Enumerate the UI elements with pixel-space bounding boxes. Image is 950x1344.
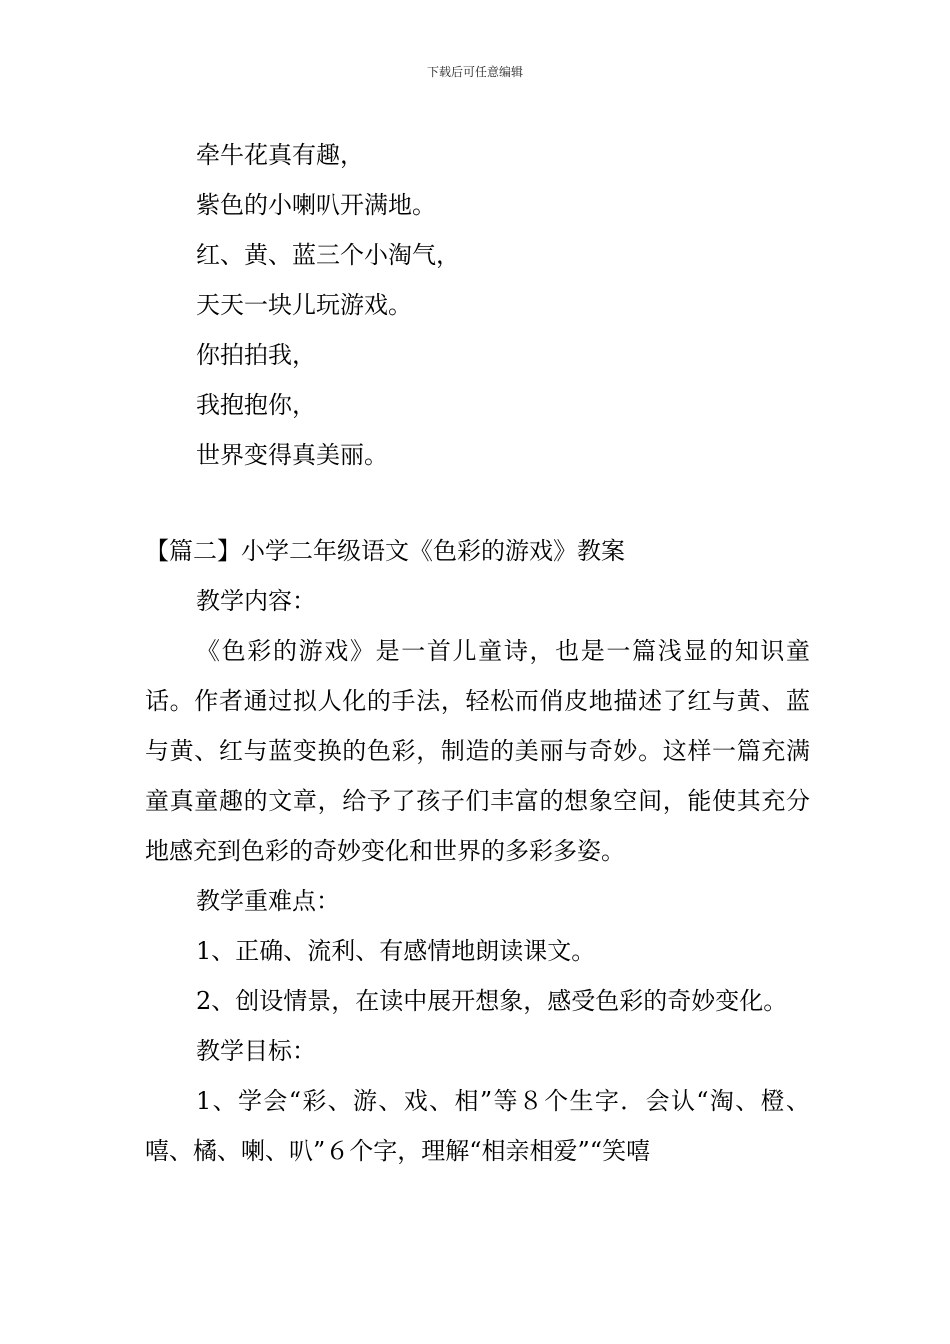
poem-line: 红、黄、蓝三个小淘气， [196, 241, 460, 269]
poem-line: 你拍拍我， [196, 341, 316, 369]
paragraph-teaching-content: 《色彩的游戏》是一首儿童诗，也是一篇浅显的知识童话。作者通过拟人化的手法，轻松而俏皮地描述了红与黄、蓝与黄、红与蓝变换的色彩，制造的美丽与奇妙。这样一篇充满童真童趣的文章，给予了孩子们丰富的想象空间，能使其充分地感充到色彩的奇妙变化和世界的多彩多姿。 [145, 637, 810, 865]
poem-line: 紫色的小喇叭开满地。 [196, 191, 436, 219]
poem-line: 世界变得真美丽。 [196, 441, 388, 469]
paragraph-key-point-1: 1、正确、流利、有感情地朗读课文。 [196, 937, 596, 965]
paragraph-objectives-heading: 教学目标： [196, 1037, 316, 1065]
section-title: 【篇二】小学二年级语文《色彩的游戏》教案 [145, 537, 625, 565]
page-header-note: 下载后可任意编辑 [426, 65, 523, 79]
paragraph-key-point-2: 2、创设情景，在读中展开想象，感受色彩的奇妙变化。 [196, 987, 788, 1015]
poem-line: 我抱抱你， [196, 391, 316, 419]
paragraph-objective-1: 1、学会“彩、游、戏、相”等８个生字．会认“淘、橙、嘻、橘、喇、叭”６个字，理解“相亲相爱”“笑嘻 [145, 1087, 810, 1165]
poem-line: 天天一块儿玩游戏。 [196, 291, 412, 319]
poem-line: 牵牛花真有趣， [196, 141, 364, 169]
paragraph-key-points-heading: 教学重难点： [196, 887, 340, 915]
lesson-plan-section [145, 526, 810, 1176]
paragraph-teaching-content-heading: 教学内容： [196, 587, 316, 615]
poem-block [196, 130, 816, 480]
